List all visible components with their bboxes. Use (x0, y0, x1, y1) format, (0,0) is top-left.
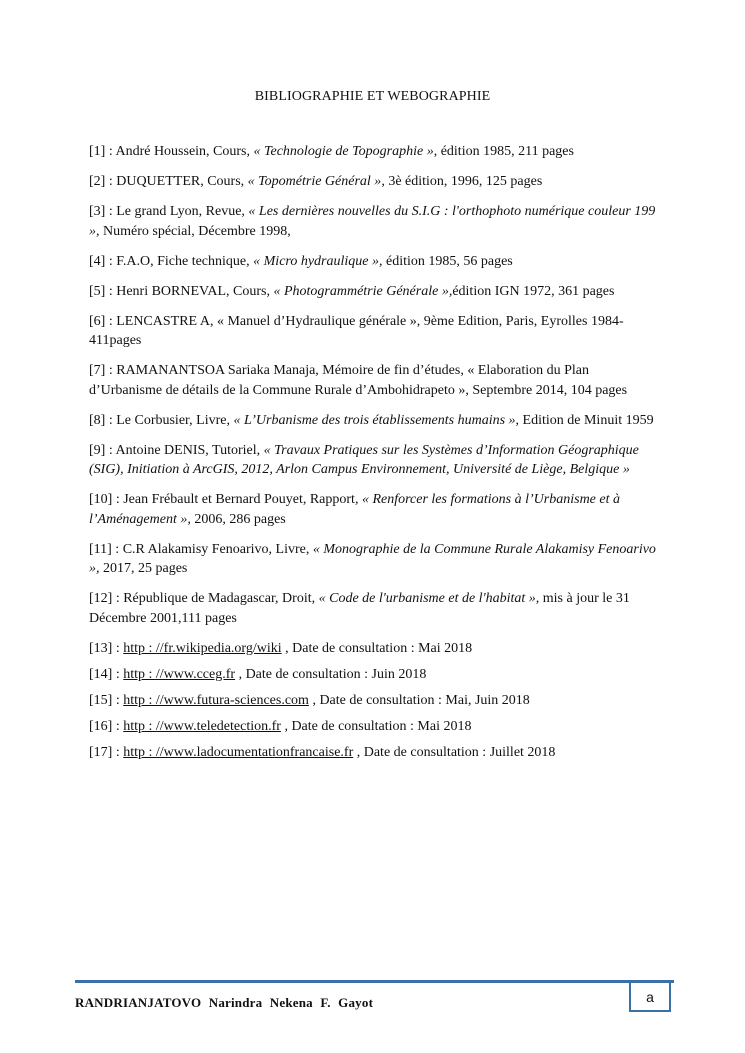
web-reference-item: [13] : http : //fr.wikipedia.org/wiki , Date de consultation : Mai 2018 (89, 640, 473, 656)
web-link[interactable]: http : //www.teledetection.fr (123, 718, 281, 734)
reference-item: [2] : DUQUETTER, Cours, « Topométrie Général », 3è édition, 1996, 125 pages (89, 174, 543, 189)
reference-item: [6] : LENCASTRE A, « Manuel d’Hydraulique générale », 9ème Edition, Paris, Eyrolles 1984- 411pages (89, 313, 624, 348)
web-link[interactable]: http : //www.futura-sciences.com (123, 692, 309, 708)
web-link[interactable]: http : //www.cceg.fr (123, 666, 236, 682)
reference-item: [7] : RAMANANTSOA Sariaka Manaja, Mémoire de fin d’études, « Elaboration du Plan d’Urbanisme de détails de la Commune Rurale d’Ambohidrapeto », Septembre 2014, 104 pages (89, 363, 628, 398)
reference-list (89, 142, 659, 769)
web-reference-item: [16] : http : //www.teledetection.fr , Date de consultation : Mai 2018 (89, 718, 472, 734)
reference-item: [12] : République de Madagascar, Droit, « Code de l'urbanisme et de l'habitat », mis à jour le 31 Décembre 2001,111 pages (89, 591, 630, 626)
reference-item: [1] : André Houssein, Cours, « Technologie de Topographie », édition 1985, 211 pages (89, 144, 574, 159)
reference-item: [3] : Le grand Lyon, Revue, « Les dernières nouvelles du S.I.G : l'orthophoto numérique couleur 199 », Numéro spécial, Décembre 1998, (89, 204, 656, 239)
web-reference-item: [14] : http : //www.cceg.fr , Date de consultation : Juin 2018 (89, 666, 427, 682)
page-title: BIBLIOGRAPHIE ET WEBOGRAPHIE (254, 89, 491, 104)
reference-item: [11] : C.R Alakamisy Fenoarivo, Livre, « Monographie de la Commune Rurale Alakamisy Fenoarivo », 2017, 25 pages (89, 541, 656, 576)
web-link[interactable]: http : //fr.wikipedia.org/wiki (123, 640, 282, 656)
web-link[interactable]: http : //www.ladocumentationfrancaise.fr (123, 744, 354, 760)
footer-author: RANDRIANJATOVO Narindra Nekena F. Gayot (75, 995, 374, 1010)
web-reference-item: [15] : http : //www.futura-sciences.com , Date de consultation : Mai, Juin 2018 (89, 692, 530, 708)
reference-item: [10] : Jean Frébault et Bernard Pouyet, Rapport, « Renforcer les formations à l’Urbanisme et à l’Aménagement », 2006, 286 pages (89, 492, 621, 527)
page-number: a (629, 982, 671, 1012)
reference-item: [9] : Antoine DENIS, Tutoriel, « Travaux Pratiques sur les Systèmes d’Information Géographique (SIG), Initiation à ArcGIS, 2012, Arlon Campus Environnement, Université de Liège, Belgique » (89, 442, 639, 477)
web-reference-item: [17] : http : //www.ladocumentationfrancaise.fr , Date de consultation : Juillet 2018 (89, 744, 556, 760)
reference-item: [4] : F.A.O, Fiche technique, « Micro hydraulique », édition 1985, 56 pages (89, 253, 513, 269)
reference-item: [5] : Henri BORNEVAL, Cours, « Photogrammétrie Générale »,édition IGN 1972, 361 pages (89, 283, 615, 299)
reference-item: [8] : Le Corbusier, Livre, « L’Urbanisme des trois établissements humains », Edition de Minuit 1959 (89, 412, 654, 428)
footer-divider (75, 980, 674, 983)
